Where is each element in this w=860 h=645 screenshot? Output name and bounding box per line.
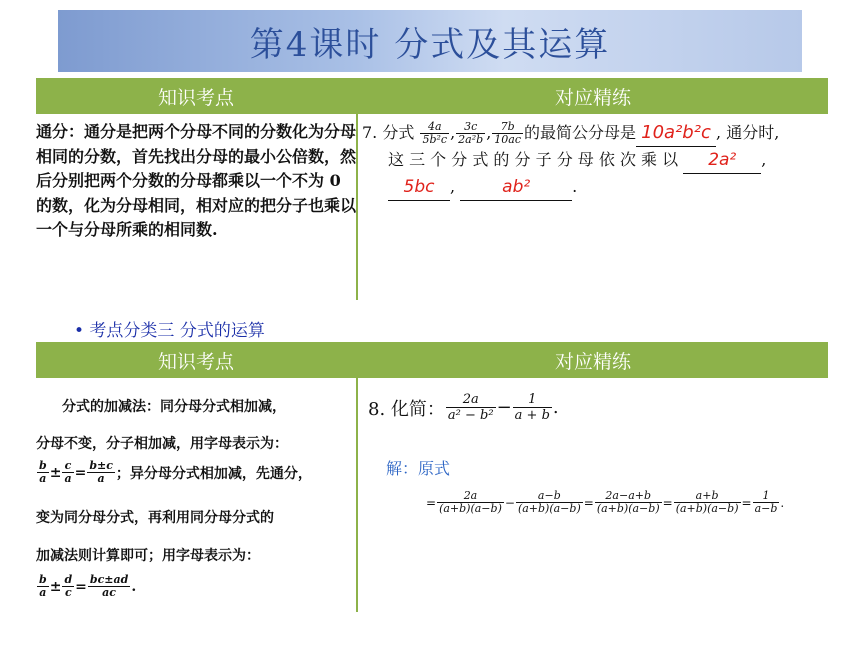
rule-frac-c: $\frac{b\pm c}{a}$	[89, 459, 113, 485]
table1-knowledge-text: 通分：通分是把两个分母不同的分数化为分母相同的分数，首先找出分母的最小公倍数，然后分别把两个分数的分母都乘以一个不为 0 的数，化为分母相同，相对应的把分子也乘以一个与分母所乘的相同数.	[36, 122, 357, 239]
q7-answer-multiplier-1: 2a²	[683, 147, 761, 174]
rule-frac-d: $\frac{b}{a}$	[39, 573, 47, 599]
rule-line-5: 加减法则计算即可；用字母表示为：	[36, 548, 260, 564]
rule-frac-e: $\frac{d}{c}$	[64, 573, 73, 599]
table1-header-knowledge: 知识考点	[36, 78, 356, 114]
q7-answer-multiplier-3: ab²	[460, 174, 572, 201]
rule-line-3: $\frac{b}{a}$ ± $\frac{c}{a}$ = $\frac{b\pm c}{a}$ ；异分母分式相加减，先通分，	[39, 459, 312, 485]
solution-steps: = $\frac{2a}{(a+b)(a-b)}$ − $\frac{a-b}{(a+b)(a-b)}$ = $\frac{2a-a+b}{(a+b)(a-b)}$ = $\frac{a+b}{(a+b)(a-b)}$ = $\frac{1}{a-b}$ .	[426, 489, 785, 515]
sol-frac-2: $\frac{a-b}{(a+b)(a-b)}$	[517, 489, 581, 515]
sol-frac-3: $\frac{2a-a+b}{(a+b)(a-b)}$	[596, 489, 660, 515]
q7-line2: 这 三 个 分 式 的 分 子 分 母 依 次 乘 以	[388, 150, 679, 169]
q7-answer-lcd: 10a²b²c	[636, 120, 716, 147]
rule-line-6: $\frac{b}{a}$ ± $\frac{d}{c}$ = $\frac{bc\pm ad}{ac}$ .	[39, 573, 137, 599]
section-heading: • 考点分类三 分式的运算	[74, 321, 265, 341]
q8-fraction-2: $\frac{1}{a + b}$	[514, 392, 550, 423]
table2-divider	[356, 342, 358, 612]
page-title: 第4课时 分式及其运算	[249, 24, 611, 65]
rule-frac-f: $\frac{bc\pm ad}{ac}$	[89, 573, 129, 599]
sol-frac-5: $\frac{1}{a-b}$	[754, 489, 778, 515]
q8-fraction-1: $\frac{2a}{\text{a² − b²}}$	[447, 392, 494, 423]
solution-label: 解：原式	[386, 459, 451, 478]
question-8: 8. 化简： $\frac{2a}{\text{a² − b²}}$ − $\frac{1}{a + b}$ .	[368, 392, 559, 423]
rule-frac-a: $\frac{b}{a}$	[39, 459, 47, 485]
sol-frac-4: $\frac{a+b}{(a+b)(a-b)}$	[675, 489, 739, 515]
table2-header-practice: 对应精练	[358, 342, 828, 378]
q7-answer-multiplier-2: 5bc	[388, 174, 450, 201]
rule-frac-b: $\frac{c}{a}$	[64, 459, 72, 485]
rule-line-1: 分式的加减法：同分母分式相加减，	[62, 399, 286, 415]
rule-line-4: 变为同分母分式，再利用同分母分式的	[36, 510, 274, 526]
sol-frac-1: $\frac{2a}{(a+b)(a-b)}$	[439, 489, 502, 515]
q7-fraction-1: $\frac{4a}{\text{5b²c}}$	[422, 120, 448, 146]
table1-header-practice: 对应精练	[358, 78, 828, 114]
rule-line-2: 分母不变，分子相加减，用字母表示为：	[36, 436, 288, 452]
table1-divider	[356, 78, 358, 300]
q7-fraction-3: $\frac{7b}{10ac}$	[494, 120, 521, 146]
q7-mid: 的最简公分母是	[524, 123, 637, 142]
table2-header-knowledge: 知识考点	[36, 342, 356, 378]
q7-suffix: , 通分时,	[716, 123, 780, 142]
title-banner	[58, 10, 802, 72]
question-7: 7. 分式 $\frac{4a}{\text{5b²c}}$ , $\frac{3c}{\text{2a²b}}$ , $\frac{7b}{10ac}$ 的最简公分母是 10a²b²c , 通分时, 这 三 个 分 式 的 分 子 分 母 依 次 乘 以 2a² , 5bc , ab² .	[362, 120, 832, 201]
q7-fraction-2: $\frac{3c}{\text{2a²b}}$	[458, 120, 484, 146]
q7-prefix: 7. 分式	[362, 123, 415, 142]
